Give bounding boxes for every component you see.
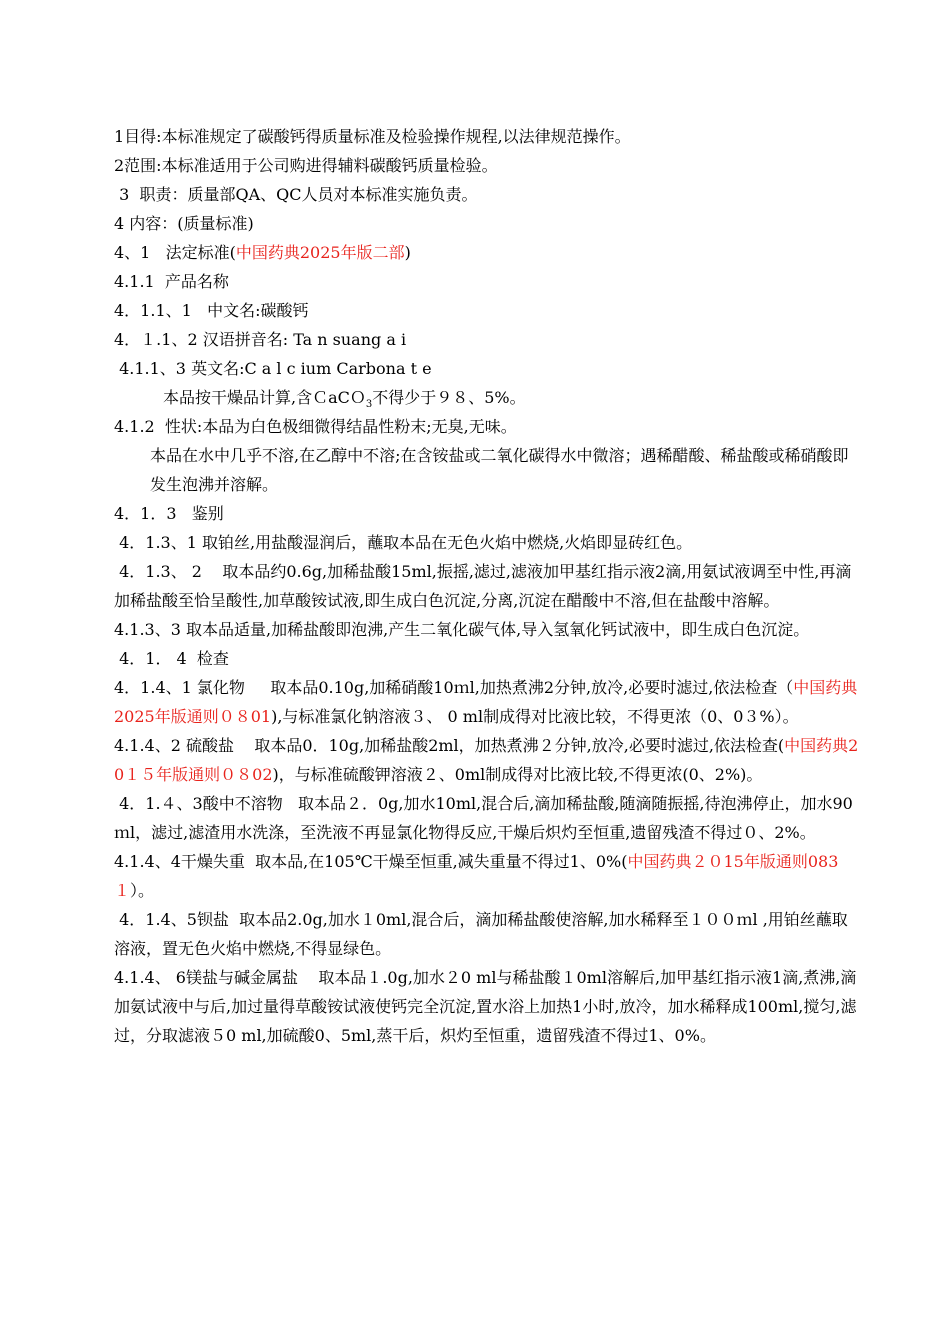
chinese-name: 4．1.1、1 中文名:碳酸钙 [114, 301, 309, 320]
legal-standard-label: 4、1 法定标准( [114, 243, 236, 262]
section-scope: 2范围:本标准适用于公司购进得辅料碳酸钙质量检验。 [114, 156, 498, 175]
section-purpose: 1目得:本标准规定了碳酸钙得质量标准及检验操作规程,以法律规范操作。 [114, 127, 631, 146]
product-name-heading: 4.1.1 产品名称 [114, 272, 229, 291]
drying-reference: 中国药典２０15年版通则083１ [114, 852, 839, 900]
section-content: 4 内容：(质量标准) [114, 214, 254, 233]
inspection-magnesium-alkali: 4.1.4、 6镁盐与碱金属盐 取本品１.0g,加水２0 ml与稀盐酸１0ml溶解后,加甲基红指示液1滴,煮沸,滴加氨试液中与后,加过量得草酸铵试液使钙完全沉淀,置水浴上加热1小时,放冷，加水稀释成100ml,搅匀,滤过，分取滤液５0 ml,加硫酸0、5ml,蒸干后，炽灼至恒重，遗留残渣不得过1、0%。 [114, 968, 857, 1045]
legal-standard-heading [114, 238, 862, 267]
document-body [114, 122, 862, 1050]
pinyin-name: 4．１.1、2 汉语拼音名: Ta n suang a i [114, 330, 407, 349]
identification-1: 4．1.3、1 取铂丝,用盐酸湿润后，蘸取本品在无色火焰中燃烧,火焰即显砖红色。 [114, 533, 693, 552]
chloride-text: 4．1.4、1 氯化物 取本品0.10g,加稀硝酸10ｍl,加热煮沸2分钟,放冷,必要时滤过,依法检查（ [114, 678, 794, 697]
content-requirement [114, 383, 862, 412]
drying-text-end: ）。 [130, 881, 155, 900]
section-responsibility: 3 职责：质量部QA、QC人员对本标准实施负责。 [114, 185, 478, 204]
properties: 4.1.2 性状:本品为白色极细微得结晶性粉末;无臭,无味。 [114, 417, 517, 436]
identification-3: 4.1.3、3 取本品适量,加稀盐酸即泡沸,产生二氧化碳气体,导入氢氧化钙试液中，即生成白色沉淀。 [114, 620, 810, 639]
pharmacopoeia-reference: 中国药典2025年版二部 [235, 243, 405, 262]
inspection-loss-on-drying [114, 847, 862, 905]
inspection-heading: 4．1． 4 检查 [114, 649, 229, 668]
chloride-reference: 中国药典2025年版通则０８01 [114, 678, 858, 726]
chloride-text-end: ),与标准氯化钠溶液３、 0 ml制成得对比液比较，不得更浓（0、0３%）。 [271, 707, 799, 726]
content-requirement-limit: 不得少于９８、5%。 [372, 388, 526, 407]
inspection-chloride [114, 673, 862, 731]
sulfate-text: 4.1.4、2 硫酸盐 取本品0．10g,加稀盐酸2ml，加热煮沸２分钟,放冷,必要时滤过,依法检查( [114, 736, 785, 755]
drying-text: 4.1.4、4干燥失重 取本品,在105℃干燥至恒重,减失重量不得过1、0%( [114, 852, 628, 871]
solubility: 本品在水中几乎不溶,在乙醇中不溶;在含铵盐或二氧化碳得水中微溶；遇稀醋酸、稀盐酸或稀硝酸即发生泡沸并溶解。 [150, 446, 849, 494]
inspection-acid-insoluble: 4．1.４、3酸中不溶物 取本品２．0g,加水10ml,混合后,滴加稀盐酸,随滴随振摇,待泡沸停止，加水90ｍl，滤过,滤渣用水洗涤，至洗液不再显氯化物得反应,干燥后炽灼至恒重,遗留残渣不得过０、2%。 [114, 794, 853, 842]
identification-2: 4．1.3、 2 取本品约0.6g,加稀盐酸15ml,振摇,滤过,滤液加甲基红指示液2滴,用氨试液调至中性,再滴加稀盐酸至恰呈酸性,加草酸铵试液,即生成白色沉淀,分离,沉淀在醋酸中不溶,但在盐酸中溶解。 [114, 562, 852, 610]
inspection-sulfate [114, 731, 862, 789]
inspection-barium: 4．1.4、5钡盐 取本品2.0g,加水１0ml,混合后，滴加稀盐酸使溶解,加水稀释至１００ｍl ,用铂丝蘸取溶液，置无色火焰中燃烧,不得显绿色。 [114, 910, 848, 958]
english-name: 4.1.1、3 英文名:C a l c ium Carbona t e [114, 359, 432, 378]
sulfate-reference: 中国药典20１５年版通则０８02 [114, 736, 859, 784]
sulfate-text-end: )，与标准硫酸钾溶液２、0ml制成得对比液比较,不得更浓(0、2%)。 [272, 765, 763, 784]
content-requirement-text: 本品按干燥品计算,含ＣaCＯ [163, 388, 366, 407]
subscript-3: 3 [365, 399, 373, 411]
identification-heading: 4．1．3 鉴别 [114, 504, 224, 523]
closing-paren: ) [404, 243, 411, 262]
